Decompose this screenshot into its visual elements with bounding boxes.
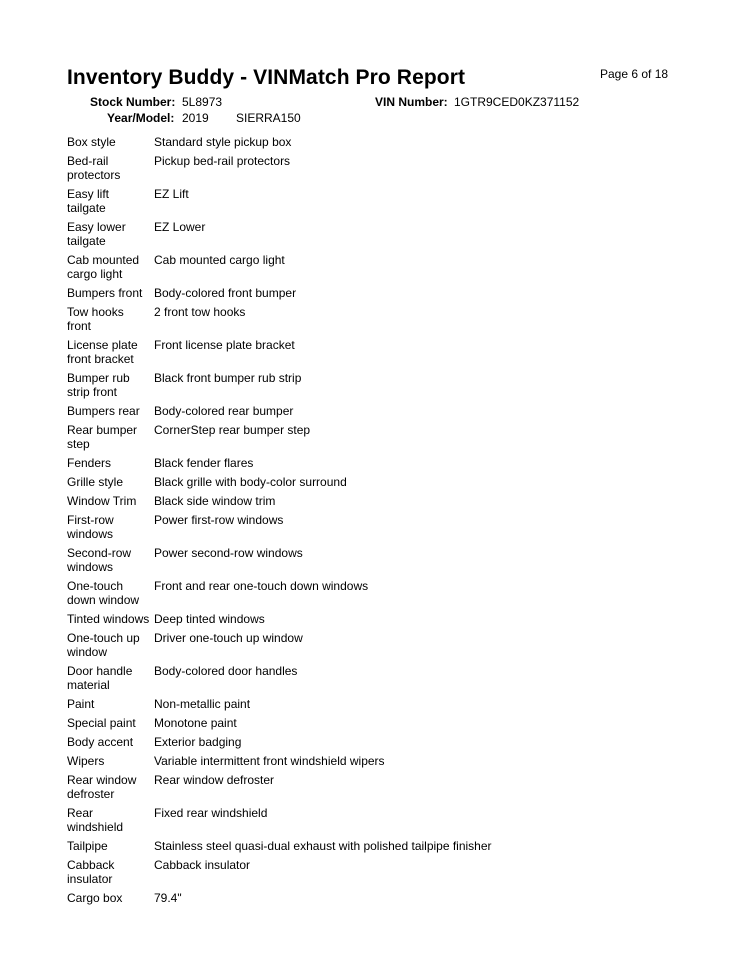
- spec-label: Rear window defroster: [67, 773, 137, 801]
- spec-row: [67, 752, 687, 771]
- spec-label: Cabback insulator: [67, 858, 115, 886]
- spec-row: [67, 473, 687, 492]
- spec-row: [67, 218, 687, 251]
- spec-row: [67, 303, 687, 336]
- spec-row: [67, 837, 687, 856]
- spec-row: [67, 629, 687, 662]
- spec-value: Pickup bed-rail protectors: [154, 154, 291, 168]
- spec-row: [67, 369, 687, 402]
- spec-row: [67, 454, 687, 473]
- spec-label: Wipers: [67, 754, 105, 768]
- spec-row: [67, 251, 687, 284]
- stock-number-value: 5L8973: [182, 95, 223, 109]
- spec-value: 79.4": [154, 891, 182, 905]
- spec-label: One-touch up window: [67, 631, 140, 659]
- stock-number-label: Stock Number:: [90, 95, 176, 109]
- spec-label: First-row windows: [67, 513, 114, 541]
- spec-label: Bumper rub strip front: [67, 371, 130, 399]
- spec-label: Cab mounted cargo light: [67, 253, 140, 281]
- spec-row: [67, 152, 687, 185]
- spec-value: Power first-row windows: [154, 513, 284, 527]
- spec-label: One-touch down window: [67, 579, 140, 607]
- year-model-label: Year/Model:: [107, 111, 175, 125]
- spec-label: Tow hooks front: [67, 305, 124, 333]
- spec-value: EZ Lower: [154, 220, 206, 234]
- spec-label: Second-row windows: [67, 546, 132, 574]
- spec-row: [67, 662, 687, 695]
- spec-label: Tinted windows: [67, 612, 150, 626]
- vin-label: VIN Number:: [375, 95, 448, 109]
- spec-label: Grille style: [67, 475, 124, 489]
- spec-label: Rear bumper step: [67, 423, 138, 451]
- report-title: Inventory Buddy - VINMatch Pro Report: [67, 66, 466, 89]
- spec-row: [67, 733, 687, 752]
- spec-label: Bumpers front: [67, 286, 143, 300]
- spec-row: [67, 336, 687, 369]
- spec-value: Body-colored door handles: [154, 664, 298, 678]
- spec-label: Bumpers rear: [67, 404, 140, 418]
- spec-value: Black front bumper rub strip: [154, 371, 302, 385]
- spec-label: Easy lower tailgate: [67, 220, 126, 248]
- spec-value: EZ Lift: [154, 187, 189, 201]
- spec-value: Non-metallic paint: [154, 697, 251, 711]
- spec-label: Door handle material: [67, 664, 133, 692]
- spec-label: License plate front bracket: [67, 338, 138, 366]
- spec-row: [67, 714, 687, 733]
- spec-row: [67, 492, 687, 511]
- spec-label: Bed-rail protectors: [67, 154, 121, 182]
- spec-row: [67, 577, 687, 610]
- spec-value: Body-colored front bumper: [154, 286, 297, 300]
- spec-row: [67, 421, 687, 454]
- spec-value: Front and rear one-touch down windows: [154, 579, 369, 593]
- spec-label: Window Trim: [67, 494, 137, 508]
- year-value: 2019: [182, 111, 209, 125]
- spec-table: [67, 133, 687, 908]
- spec-value: Fixed rear windshield: [154, 806, 268, 820]
- spec-label: Fenders: [67, 456, 112, 470]
- spec-row: [67, 856, 687, 889]
- spec-value: 2 front tow hooks: [154, 305, 246, 319]
- spec-value: Power second-row windows: [154, 546, 303, 560]
- spec-row: [67, 133, 687, 152]
- spec-value: Cab mounted cargo light: [154, 253, 285, 267]
- spec-value: Stainless steel quasi-dual exhaust with polished tailpipe finisher: [154, 839, 492, 853]
- spec-row: [67, 695, 687, 714]
- spec-label: Special paint: [67, 716, 136, 730]
- spec-row: [67, 610, 687, 629]
- spec-value: Black grille with body-color surround: [154, 475, 347, 489]
- spec-row: [67, 544, 687, 577]
- page-indicator: Page 6 of 18: [600, 67, 669, 81]
- spec-row: [67, 889, 687, 908]
- spec-value: Rear window defroster: [154, 773, 275, 787]
- spec-value: Body-colored rear bumper: [154, 404, 294, 418]
- spec-label: Box style: [67, 135, 116, 149]
- spec-row: [67, 284, 687, 303]
- spec-value: CornerStep rear bumper step: [154, 423, 311, 437]
- spec-label: Tailpipe: [67, 839, 108, 853]
- spec-value: Driver one-touch up window: [154, 631, 303, 645]
- spec-value: Deep tinted windows: [154, 612, 265, 626]
- spec-row: [67, 804, 687, 837]
- vin-value: 1GTR9CED0KZ371152: [454, 95, 580, 109]
- spec-value: Front license plate bracket: [154, 338, 295, 352]
- spec-label: Easy lift tailgate: [67, 187, 110, 215]
- spec-row: [67, 402, 687, 421]
- spec-label: Body accent: [67, 735, 134, 749]
- spec-label: Cargo box: [67, 891, 123, 905]
- spec-label: Rear windshield: [67, 806, 124, 834]
- spec-value: Standard style pickup box: [154, 135, 292, 149]
- spec-value: Variable intermittent front windshield wipers: [154, 754, 385, 768]
- spec-row: [67, 185, 687, 218]
- spec-value: Exterior badging: [154, 735, 242, 749]
- spec-value: Black fender flares: [154, 456, 254, 470]
- spec-value: Black side window trim: [154, 494, 276, 508]
- spec-row: [67, 771, 687, 804]
- model-value: SIERRA150: [236, 111, 301, 125]
- spec-value: Cabback insulator: [154, 858, 251, 872]
- spec-value: Monotone paint: [154, 716, 237, 730]
- spec-label: Paint: [67, 697, 95, 711]
- spec-row: [67, 511, 687, 544]
